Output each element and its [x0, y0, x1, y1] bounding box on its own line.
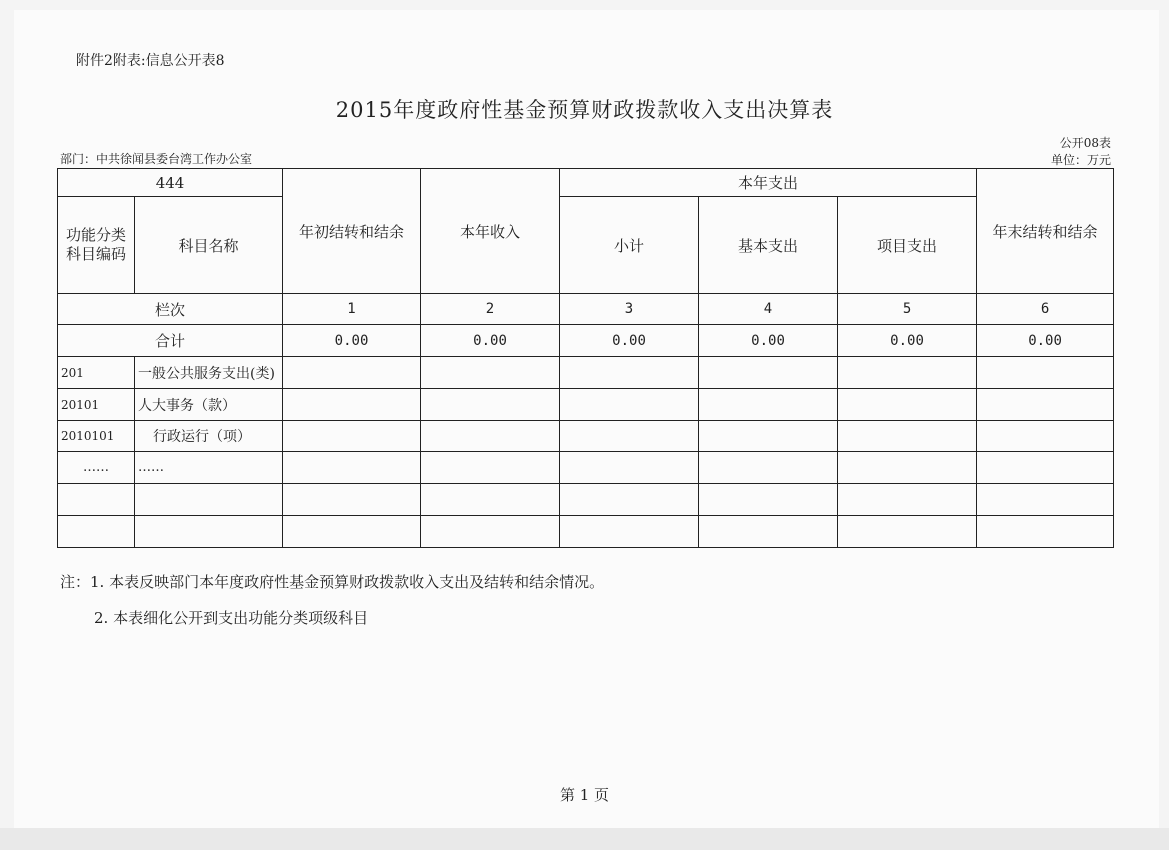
row-subject-name — [135, 484, 283, 516]
table-row — [58, 484, 1114, 516]
row-code: …… — [58, 452, 135, 484]
column-index: 5 — [838, 294, 977, 325]
notes — [60, 564, 604, 636]
header-income: 本年收入 — [421, 169, 560, 294]
total-value: 0.00 — [283, 325, 421, 357]
header-closing-balance: 年末结转和结余 — [977, 169, 1114, 294]
scan-edge — [0, 828, 1169, 850]
note-1: 注：1. 本表反映部门本年度政府性基金预算财政拨款收入支出及结转和结余情况。 — [60, 573, 605, 591]
note-2: 2. 本表细化公开到支出功能分类项级科目 — [94, 609, 369, 627]
form-id-label: 公开08表 — [1059, 136, 1111, 150]
row-subject-name: 行政运行（项） — [135, 421, 283, 452]
row-code — [58, 484, 135, 516]
row-code: 2010101 — [58, 421, 135, 452]
department-label: 部门：中共徐闻县委台湾工作办公室 — [60, 152, 253, 166]
total-value: 0.00 — [421, 325, 560, 357]
total-value: 0.00 — [977, 325, 1114, 357]
page-number: 第 1 页 — [559, 786, 610, 804]
column-index-label: 栏次 — [58, 294, 283, 325]
column-index: 4 — [699, 294, 838, 325]
total-value: 0.00 — [838, 325, 977, 357]
header-basic-expense: 基本支出 — [699, 197, 838, 294]
header-subtotal: 小计 — [560, 197, 699, 294]
total-value: 0.00 — [699, 325, 838, 357]
table-row — [58, 452, 1114, 484]
table-row — [58, 357, 1114, 389]
row-subject-name: …… — [135, 452, 283, 484]
column-index-row — [58, 294, 1114, 325]
header-expense-group: 本年支出 — [560, 169, 977, 197]
row-subject-name: 人大事务（款） — [135, 389, 283, 421]
top-left-code: 444 — [58, 169, 283, 197]
total-value: 0.00 — [560, 325, 699, 357]
row-code: 201 — [58, 357, 135, 389]
total-label: 合计 — [58, 325, 283, 357]
unit-label: 单位：万元 — [1050, 153, 1111, 167]
header-opening-balance: 年初结转和结余 — [283, 169, 421, 294]
table-row — [58, 516, 1114, 548]
column-index: 1 — [283, 294, 421, 325]
table-row — [58, 421, 1114, 452]
row-code: 20101 — [58, 389, 135, 421]
row-code — [58, 516, 135, 548]
row-subject-name — [135, 516, 283, 548]
page-title: 2015年度政府性基金预算财政拨款收入支出决算表 — [335, 98, 834, 122]
column-index: 6 — [977, 294, 1114, 325]
column-index: 3 — [560, 294, 699, 325]
attachment-label: 附件2附表:信息公开表8 — [76, 53, 225, 69]
table-row — [58, 389, 1114, 421]
budget-table — [57, 168, 1114, 548]
header-project-expense: 项目支出 — [838, 197, 977, 294]
row-subject-name: 一般公共服务支出(类) — [135, 357, 283, 389]
header-subject-name: 科目名称 — [135, 197, 283, 294]
header-func-code: 功能分类科目编码 — [58, 197, 135, 294]
total-row — [58, 325, 1114, 357]
column-index: 2 — [421, 294, 560, 325]
